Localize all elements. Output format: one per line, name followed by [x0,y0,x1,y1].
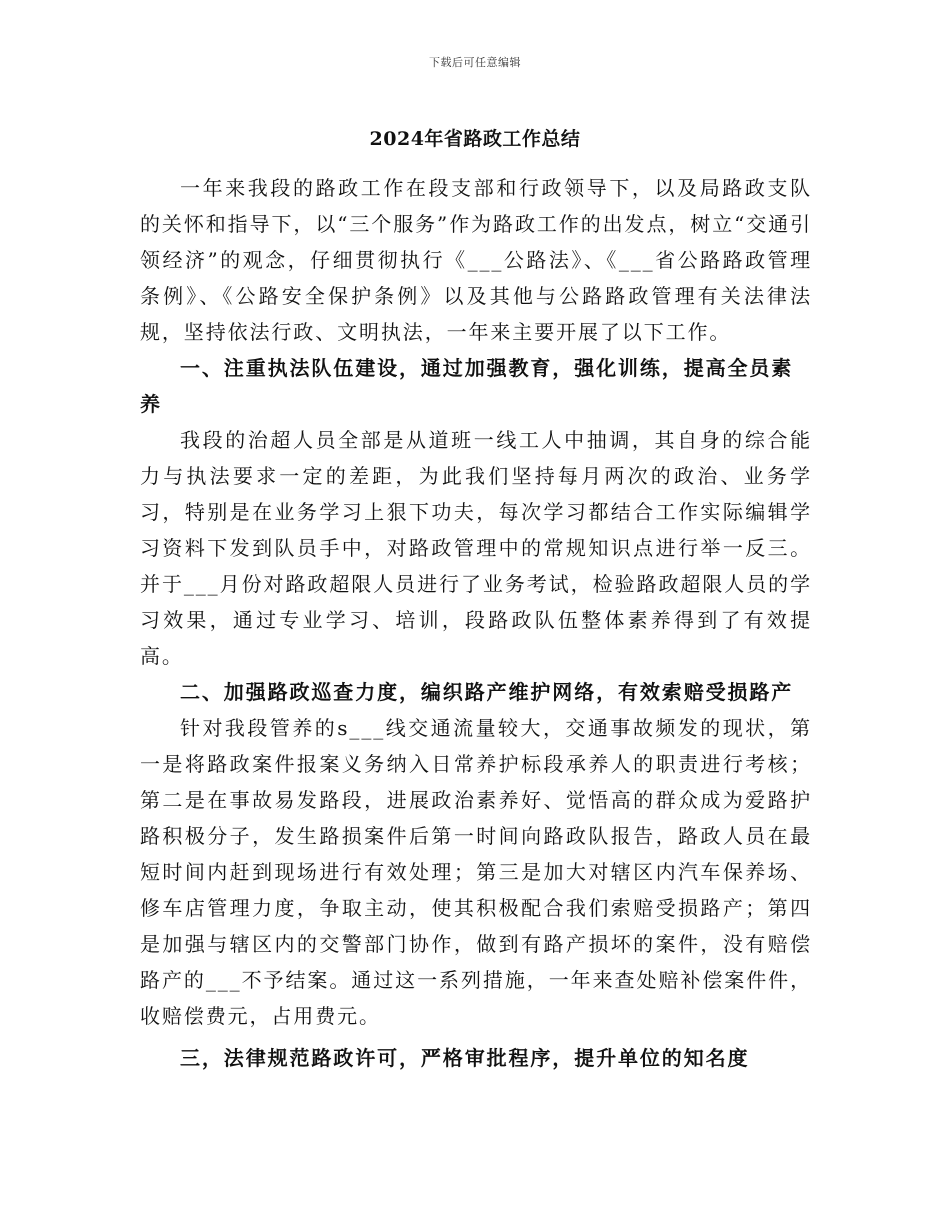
section-2-paragraph: 针对我段管养的s___线交通流量较大，交通事故频发的现状，第一是将路政案件报案义务纳入日常养护标段承养人的职责进行考核；第二是在事故易发路段，进展政治素养好、觉悟高的群众成为爱路护路积极分子，发生路损案件后第一时间向路政队报告，路政人员在最短时间内赶到现场进行有效处理；第三是加大对辖区内汽车保养场、修车店管理力度，争取主动，使其积极配合我们索赔受损路产；第四是加强与辖区内的交警部门协作，做到有路产损坏的案件，没有赔偿路产的___不予结案。通过这一系列措施，一年来查处赔补偿案件件，收赔偿费元，占用费元。 [140,716,812,1028]
document-body [140,170,812,1076]
section-heading-1: 一、注重执法队伍建设，通过加强教育，强化训练，提高全员素养 [140,356,794,416]
section-1-paragraph: 我段的治超人员全部是从道班一线工人中抽调，其自身的综合能力与执法要求一定的差距，为此我们坚持每月两次的政治、业务学习，特别是在业务学习上狠下功夫，每次学习都结合工作实际编辑学习资料下发到队员手中，对路政管理中的常规知识点进行举一反三。并于___月份对路政超限人员进行了业务考试，检验路政超限人员的学习效果，通过专业学习、培训，段路政队伍整体素养得到了有效提高。 [140,428,812,668]
section-heading-2: 二、加强路政巡查力度，编织路产维护网络，有效索赔受损路产 [180,680,794,704]
section-heading-3: 三，法律规范路政许可，严格审批程序，提升单位的知名度 [180,1046,750,1070]
document-title: 2024年省路政工作总结 [369,128,581,150]
header-note: 下载后可任意编辑 [429,56,521,69]
intro-paragraph: 一年来我段的路政工作在段支部和行政领导下，以及局路政支队的关怀和指导下，以“三个服务”作为路政工作的出发点，树立“交通引领经济”的观念，仔细贯彻执行《___公路法》、《___省公路路政管理条例》、《公路安全保护条例》以及其他与公路路政管理有关法律法规，坚持依法行政、文明执法，一年来主要开展了以下工作。 [140,176,812,344]
